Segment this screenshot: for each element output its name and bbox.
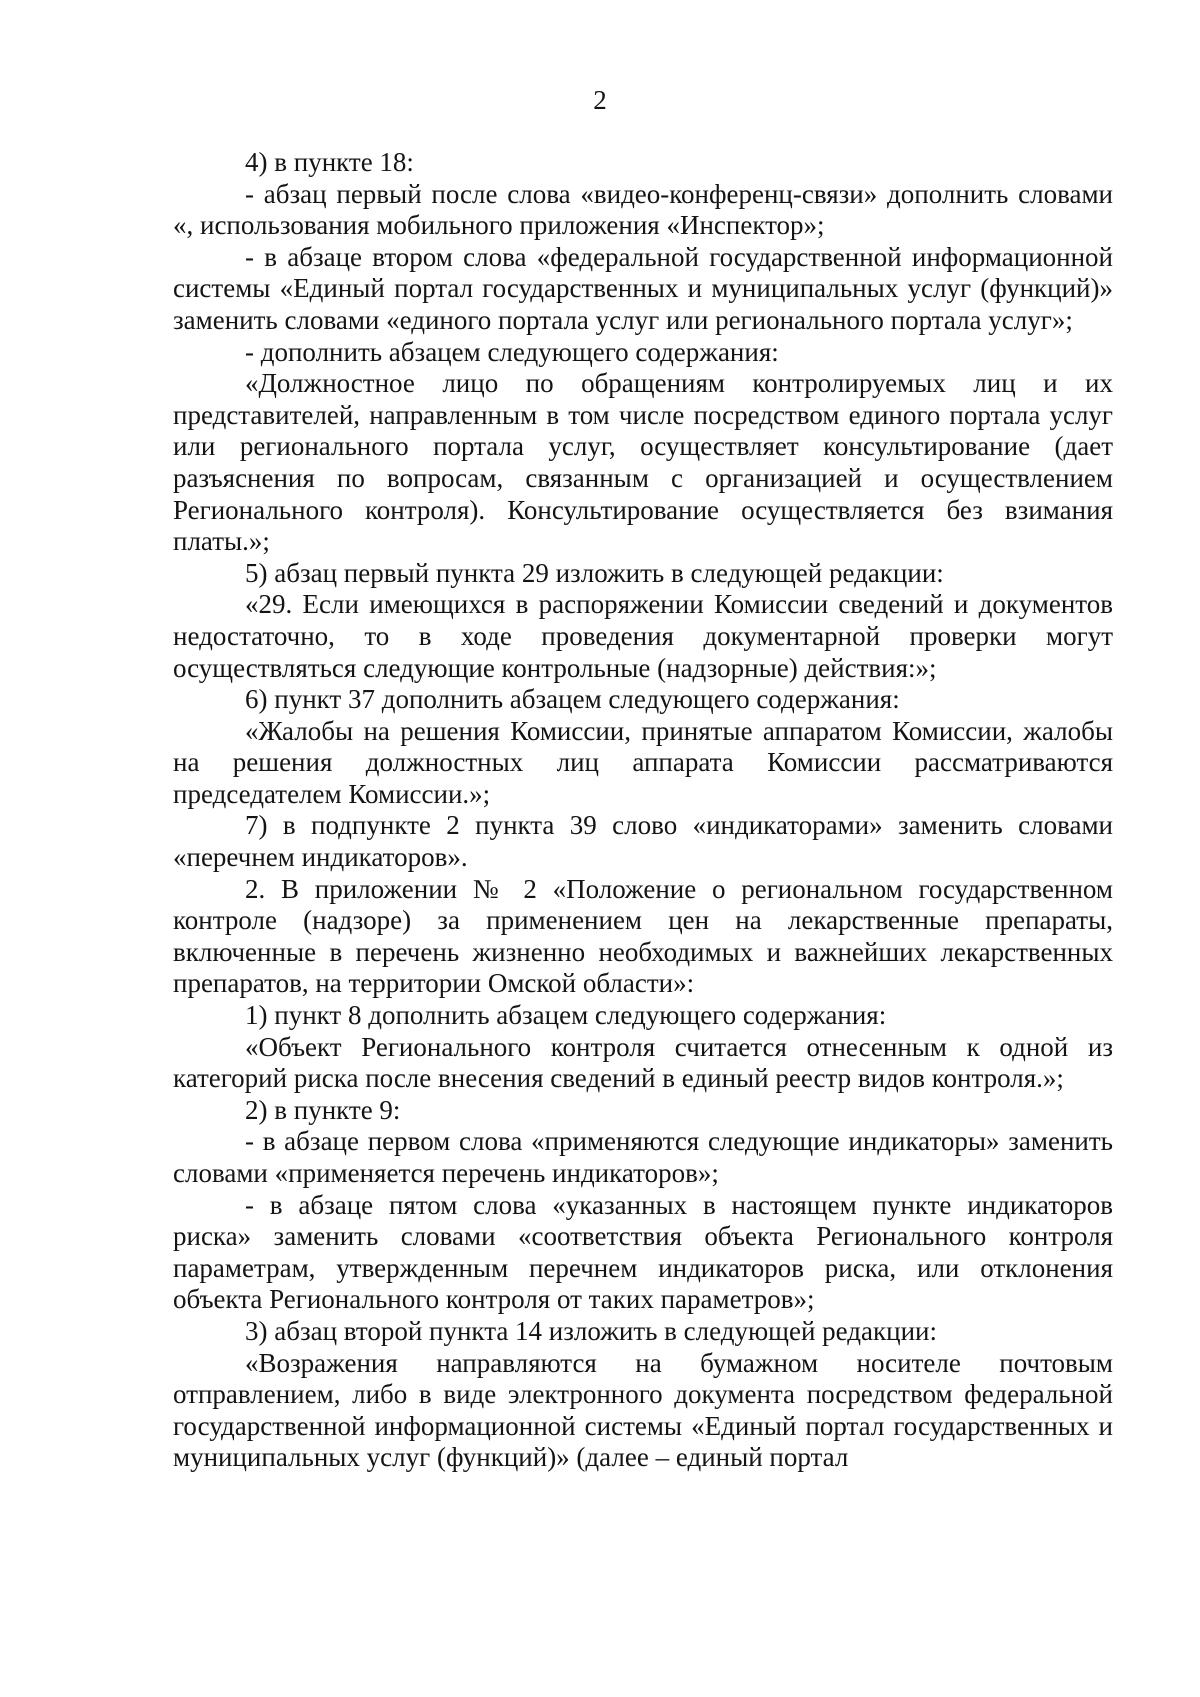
paragraph: 2) в пункте 9:	[245, 1094, 401, 1125]
paragraph: «Должностное лицо по обращениям контролируемых лиц и их представителей, направленным в том числе посредством единого портала услуг или регионального портала услуг, осуществляет консультирование (дает разъяснения по вопросам, связанным с организацией и осуществлением Регионального контроля). Консультирование осуществляется без взимания платы.»;	[173, 368, 1113, 557]
paragraph: 6) пункт 37 дополнить абзацем следующего содержания:	[245, 684, 900, 715]
paragraph: 3) абзац второй пункта 14 изложить в следующей редакции:	[245, 1315, 937, 1346]
paragraph: 1) пункт 8 дополнить абзацем следующего содержания:	[245, 1000, 887, 1031]
paragraph: 5) абзац первый пункта 29 изложить в следующей редакции:	[245, 557, 944, 588]
paragraph: - в абзаце втором слова «федеральной государственной информационной системы «Единый портал государственных и муниципальных услуг (функций)» заменить словами «единого портала услуг или регионального портала услуг»;	[173, 241, 1113, 335]
paragraph: «Объект Регионального контроля считается отнесенным к одной из категорий риска после внесения сведений в единый реестр видов контроля.»;	[173, 1031, 1113, 1094]
paragraph: - в абзаце пятом слова «указанных в настоящем пункте индикаторов риска» заменить словами «соответствия объекта Регионального контроля параметрам, утвержденным перечнем индикаторов риска, или отклонения объекта Регионального контроля от таких параметров»;	[173, 1189, 1113, 1315]
paragraph: 4) в пункте 18:	[245, 147, 414, 177]
paragraph: - в абзаце первом слова «применяются следующие индикаторы» заменить словами «применяется перечень индикаторов»;	[173, 1126, 1113, 1188]
paragraph: «Возражения направляются на бумажном носителе почтовым отправлением, либо в виде электронного документа посредством федеральной государственной информационной системы «Единый портал государственных и муниципальных услуг (функций)» (далее – единый портал	[173, 1347, 1113, 1473]
page-number: 2	[593, 85, 607, 115]
paragraph: «29. Если имеющихся в распоряжении Комиссии сведений и документов недостаточно, то в ходе проведения документарной проверки могут осуществляться следующие контрольные (надзорные) действия:»;	[173, 589, 1113, 683]
paragraph: - дополнить абзацем следующего содержания:	[245, 336, 779, 367]
paragraph: - абзац первый после слова «видео-конференц-связи» дополнить словами «, использования мобильного приложения «Инспектор»;	[173, 178, 1113, 241]
paragraph: 2. В приложении № 2 «Положение о региональном государственном контроле (надзоре) за применением цен на лекарственные препараты, включенные в перечень жизненно необходимых и важнейших лекарственных препаратов, на территории Омской области»:	[173, 873, 1113, 999]
document-body	[173, 147, 1113, 1474]
paragraph: 7) в подпункте 2 пункта 39 слово «индикаторами» заменить словами «перечнем индикаторов».	[173, 810, 1113, 873]
paragraph: «Жалобы на решения Комиссии, принятые аппаратом Комиссии, жалобы на решения должностных лиц аппарата Комиссии рассматриваются председателем Комиссии.»;	[173, 715, 1113, 809]
